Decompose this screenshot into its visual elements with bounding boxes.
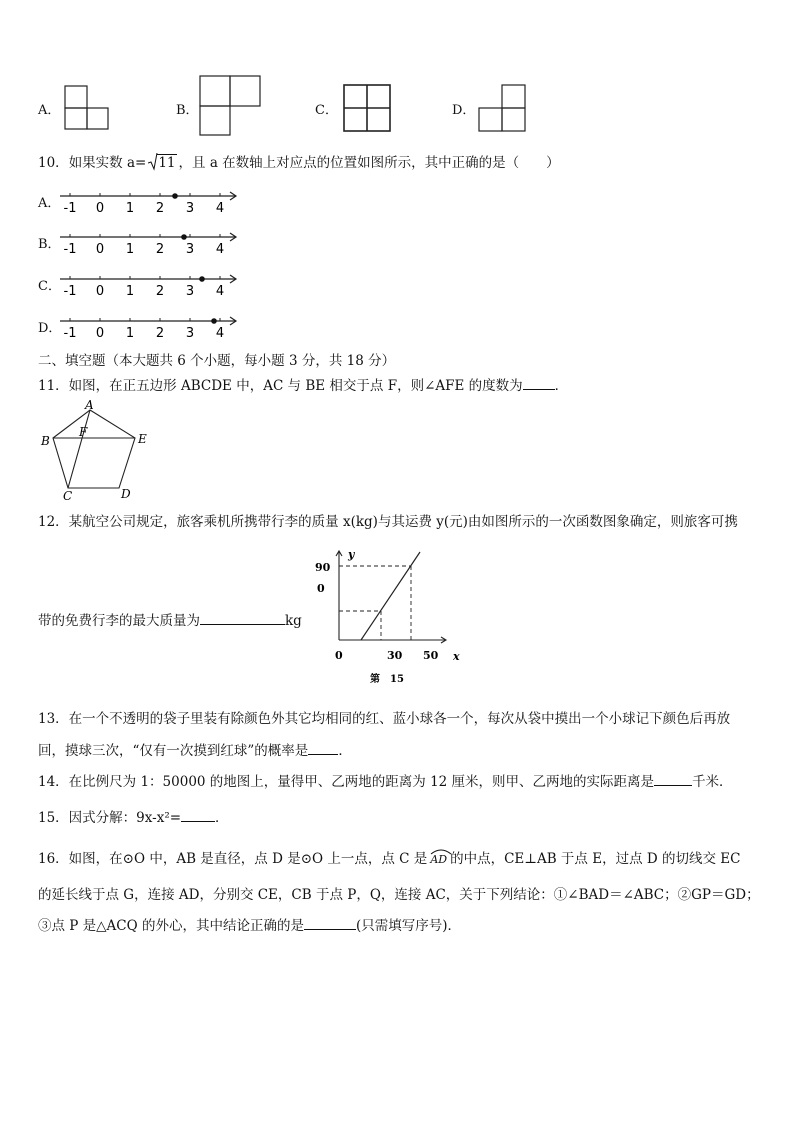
q10-text-post: ，且 a 在数轴上对应点的位置如图所示，其中正确的是（ ） bbox=[178, 155, 560, 171]
q12-graph bbox=[308, 545, 468, 690]
tick-label: 3 bbox=[185, 201, 195, 216]
number-line bbox=[50, 271, 240, 301]
q10-radicand: 11 bbox=[158, 155, 176, 171]
q10-option-label: B． bbox=[38, 237, 61, 252]
q14-stem: 14．在比例尺为 1：50000 的地图上，量得甲、乙两地的距离为 12 厘米，则甲、乙两地的实际距离是 bbox=[38, 774, 655, 790]
q14-text bbox=[38, 770, 733, 790]
tick-label: 1 bbox=[125, 242, 135, 257]
q11-text bbox=[38, 374, 568, 394]
tick-label: 1 bbox=[125, 326, 135, 341]
q16-answer-blank[interactable] bbox=[304, 917, 356, 930]
number-line bbox=[50, 229, 240, 259]
pentagon-outline bbox=[53, 410, 135, 488]
q12-stem: 带的免费行李的最大质量为 bbox=[38, 613, 200, 629]
q14-answer-blank[interactable] bbox=[654, 773, 692, 786]
q9-option-a-figure bbox=[64, 85, 110, 131]
q16-stem-c: ③点 P 是△ACQ 的外心，其中结论正确的是 bbox=[38, 918, 304, 934]
label-b: B bbox=[41, 434, 50, 448]
y-tick-0: 0 bbox=[317, 582, 325, 595]
q16-stem-a: 16．如图，在⊙O 中，AB 是直径，点 D 是⊙O 上一点，点 C 是 bbox=[38, 851, 428, 867]
arc-ad: AD bbox=[430, 853, 447, 866]
tick-label: 1 bbox=[125, 284, 135, 299]
y-tick-90: 90 bbox=[315, 561, 331, 574]
q10-option-label: C． bbox=[38, 279, 61, 294]
q13-text-line1: 13．在一个不透明的袋子里装有除颜色外其它均相同的红、蓝小球各一个，每次从袋中摸出一个小球记下颜色后再放 bbox=[38, 711, 731, 727]
x-tick-50: 50 bbox=[423, 649, 439, 662]
tick-label: -1 bbox=[63, 201, 77, 216]
q15-end: ． bbox=[215, 810, 229, 826]
sqrt-sign-icon bbox=[148, 153, 158, 171]
q11-end: ． bbox=[554, 378, 569, 394]
q12-answer-blank[interactable] bbox=[200, 612, 285, 625]
q9-option-d-figure bbox=[477, 83, 527, 133]
tick-label: 3 bbox=[185, 326, 195, 341]
tick-label: 1 bbox=[125, 201, 135, 216]
q10-number: 10． bbox=[38, 155, 69, 171]
q16-text-line3 bbox=[38, 914, 461, 934]
point-a-marker bbox=[211, 318, 217, 324]
q11-pentagon-figure bbox=[38, 398, 158, 502]
q16-end: (只需填写序号)． bbox=[356, 918, 462, 934]
q12-unit: kg bbox=[285, 613, 302, 629]
tick-label: 4 bbox=[215, 201, 225, 216]
arc-symbol-icon bbox=[430, 848, 452, 855]
q9-option-d-label: D． bbox=[452, 103, 476, 118]
point-a-marker bbox=[181, 234, 187, 240]
tick-label: -1 bbox=[63, 326, 77, 341]
q10-option-label: D． bbox=[38, 321, 62, 336]
tick-label: 2 bbox=[155, 201, 165, 216]
q16-stem-b: 的中点，CE⊥AB 于点 E，过点 D 的切线交 EC bbox=[450, 851, 741, 867]
label-f: F bbox=[79, 425, 88, 439]
number-line bbox=[50, 313, 240, 343]
q11-stem: 11．如图，在正五边形 ABCDE 中，AC 与 BE 相交于点 F，则∠AFE 的度数为 bbox=[38, 378, 523, 394]
q12-text-line2 bbox=[38, 609, 302, 629]
label-a: A bbox=[85, 398, 94, 412]
q12-text-line1: 12．某航空公司规定，旅客乘机所携带行李的质量 x(kg)与其运费 y(元)由如图所示的一次函数图象确定，则旅客可携 bbox=[38, 514, 738, 530]
q10-text-pre: 如果实数 a= bbox=[68, 155, 147, 171]
tick-label: 0 bbox=[95, 326, 105, 341]
q9-option-b-label: B． bbox=[176, 103, 199, 118]
q9-option-a-label: A． bbox=[38, 103, 61, 118]
q13-text-line2 bbox=[38, 739, 352, 759]
label-c: C bbox=[63, 489, 73, 502]
tick-label: 2 bbox=[155, 326, 165, 341]
label-d: D bbox=[121, 487, 131, 501]
segment-ac bbox=[68, 410, 90, 488]
sqrt-radical bbox=[148, 155, 176, 171]
q13-answer-blank[interactable] bbox=[308, 742, 338, 755]
q9-option-c-label: C． bbox=[315, 103, 338, 118]
tick-label: 4 bbox=[215, 326, 225, 341]
q16-text-line1 bbox=[38, 847, 740, 867]
q15-text bbox=[38, 806, 229, 826]
origin-label: 0 bbox=[335, 649, 343, 662]
tick-label: 0 bbox=[95, 242, 105, 257]
tick-label: 4 bbox=[215, 242, 225, 257]
x-axis-label: x bbox=[453, 650, 460, 663]
q10-stem bbox=[38, 151, 560, 171]
q9-option-b-figure bbox=[199, 75, 263, 137]
tick-label: 3 bbox=[185, 284, 195, 299]
point-a-marker bbox=[172, 193, 178, 199]
q16-text-line2: 的延长线于点 G，连接 AD，分别交 CE，CB 于点 P，Q，连接 AC，关于下列结论：①∠BAD＝∠ABC；②GP＝GD； bbox=[38, 887, 760, 903]
q13-end: ． bbox=[338, 743, 352, 759]
q15-answer-blank[interactable] bbox=[181, 809, 215, 822]
label-e: E bbox=[138, 432, 147, 446]
tick-label: 3 bbox=[185, 242, 195, 257]
q10-option-label: A． bbox=[38, 196, 61, 211]
section-heading: 二、填空题（本大题共 6 个小题，每小题 3 分，共 18 分） bbox=[38, 353, 396, 369]
number-line bbox=[50, 188, 240, 218]
q15-stem: 15．因式分解：9x-x²= bbox=[38, 810, 182, 826]
tick-label: 2 bbox=[155, 284, 165, 299]
q9-option-c-figure bbox=[342, 83, 392, 133]
x-tick-30: 30 bbox=[387, 649, 403, 662]
q11-answer-blank[interactable] bbox=[523, 377, 555, 390]
y-axis-label: y bbox=[348, 548, 355, 561]
tick-label: 0 bbox=[95, 284, 105, 299]
point-a-marker bbox=[199, 276, 205, 282]
tick-label: -1 bbox=[63, 284, 77, 299]
graph-caption: 第 15 bbox=[370, 674, 404, 685]
tick-label: -1 bbox=[63, 242, 77, 257]
tick-label: 0 bbox=[95, 201, 105, 216]
tick-label: 2 bbox=[155, 242, 165, 257]
tick-label: 4 bbox=[215, 284, 225, 299]
q14-end: 千米． bbox=[692, 774, 733, 790]
q13-stem: 回，摸球三次，“仅有一次摸到红球”的概率是 bbox=[38, 743, 309, 759]
